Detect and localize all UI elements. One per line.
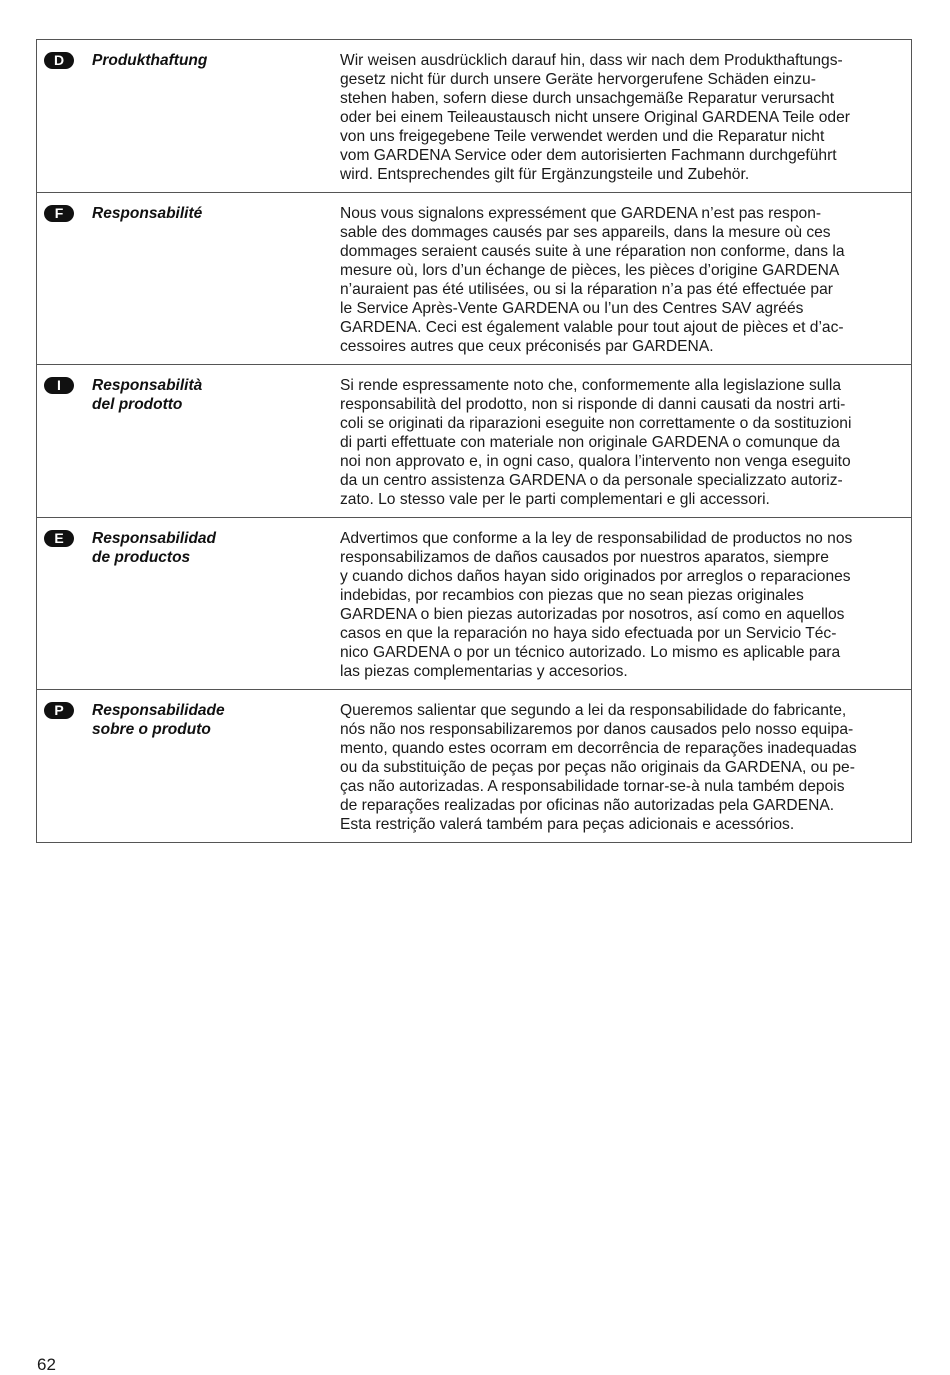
section-body-line: von uns freigegebene Teile verwendet werden und die Reparatur nicht (340, 128, 825, 145)
language-badge: E (44, 530, 74, 547)
section-heading-line: Responsabilità (92, 377, 203, 394)
section-body-line: gesetz nicht für durch unsere Geräte hervorgerufene Schäden einzu- (340, 71, 816, 88)
page-number: 62 (37, 1355, 56, 1374)
section-body-line: cessoires autres que ceux préconisés par GARDENA. (340, 338, 714, 355)
section-heading-line: Responsabilidad (92, 530, 217, 547)
section-body-line: y cuando dichos daños hayan sido originados por arreglos o reparaciones (340, 568, 851, 585)
section-row (37, 364, 911, 517)
section-heading-line: de productos (92, 549, 191, 566)
section-heading-line: del prodotto (92, 396, 183, 413)
section-heading-line: Produkthaftung (92, 52, 208, 69)
section-body-line: di parti effettuate con materiale non originale GARDENA o comunque da (340, 434, 840, 451)
section-body-line: le Service Après-Vente GARDENA ou l’un des Centres SAV agréés (340, 300, 804, 317)
section-body-line: mesure où, lors d’un échange de pièces, les pièces d’origine GARDENA (340, 262, 840, 279)
section-body-line: coli se originati da riparazioni eseguite non correttamente o da sostituzioni (340, 415, 852, 432)
section-body-line: dommages seraient causés suite à une réparation non conforme, dans la (340, 243, 845, 260)
section-body-line: mento, quando estes ocorram em decorrência de reparações inadequadas (340, 740, 857, 757)
section-body-line: GARDENA o bien piezas autorizadas por nosotros, así como en aquellos (340, 606, 845, 623)
section-label-cell (37, 51, 340, 192)
section-body-line: responsabilità del prodotto, non si risponde di danni causati da nostri arti- (340, 396, 846, 413)
language-badge: I (44, 377, 74, 394)
section-body-line: Nous vous signalons expressément que GARDENA n’est pas respon- (340, 205, 822, 222)
section-body-line: Wir weisen ausdrücklich darauf hin, dass wir nach dem Produkthaftungs- (340, 52, 843, 69)
section-body (340, 529, 911, 689)
section-body-line: n’auraient pas été utilisées, ou si la réparation n’a pas été effectuée par (340, 281, 833, 298)
section-row (37, 517, 911, 689)
section-heading (92, 376, 202, 414)
section-label-cell (37, 204, 340, 364)
section-body-line: stehen haben, sofern diese durch unsachgemäße Reparatur verursacht (340, 90, 835, 107)
section-label-cell (37, 701, 340, 842)
section-heading (92, 51, 207, 70)
section-row (37, 689, 911, 842)
section-heading (92, 204, 202, 223)
section-body-line: nico GARDENA o por un técnico autorizado. Lo mismo es aplicable para (340, 644, 841, 661)
section-heading-line: Responsabilité (92, 205, 203, 222)
section-heading (92, 529, 216, 567)
section-label-cell (37, 376, 340, 517)
section-body-line: sable des dommages causés par ses appareils, dans la mesure où ces (340, 224, 831, 241)
section-body-line: responsabilizamos de daños causados por nuestros aparatos, siempre (340, 549, 829, 566)
section-body (340, 701, 911, 842)
section-heading (92, 701, 225, 739)
section-body-line: Advertimos que conforme a la ley de responsabilidad de productos no nos (340, 530, 853, 547)
section-body-line: oder bei einem Teileaustausch nicht unsere Original GARDENA Teile oder (340, 109, 850, 126)
warranty-table (36, 39, 912, 843)
section-body-line: de reparações realizadas por oficinas não autorizadas pela GARDENA. (340, 797, 835, 814)
section-body-line: casos en que la reparación no haya sido efectuada por un Servicio Téc- (340, 625, 837, 642)
section-body (340, 204, 911, 364)
section-body-line: Si rende espressamente noto che, conformemente alla legislazione sulla (340, 377, 842, 394)
section-label-cell (37, 529, 340, 689)
section-body-line: ou da substituição de peças por peças não originais da GARDENA, ou pe- (340, 759, 855, 776)
language-badge: P (44, 702, 74, 719)
section-body-line: nós não nos responsabilizaremos por danos causados pelo nosso equipa- (340, 721, 854, 738)
section-body (340, 376, 911, 517)
section-heading-line: sobre o produto (92, 721, 211, 738)
section-row (37, 192, 911, 364)
section-body-line: noi non approvato e, in ogni caso, qualora l’intervento non venga eseguito (340, 453, 851, 470)
section-body-line: vom GARDENA Service oder dem autorisierten Fachmann durchgeführt (340, 147, 837, 164)
section-body-line: wird. Entsprechendes gilt für Ergänzungsteile und Zubehör. (340, 166, 750, 183)
section-body-line: indebidas, por recambios con piezas que no sean piezas originales (340, 587, 804, 604)
section-body-line: da un centro assistenza GARDENA o da personale specializzato autoriz- (340, 472, 843, 489)
section-row (37, 40, 911, 192)
section-body-line: GARDENA. Ceci est également valable pour tout ajout de pièces et d’ac- (340, 319, 844, 336)
language-badge: D (44, 52, 74, 69)
language-badge: F (44, 205, 74, 222)
section-body-line: Queremos salientar que segundo a lei da responsabilidade do fabricante, (340, 702, 847, 719)
section-heading-line: Responsabilidade (92, 702, 225, 719)
section-body (340, 51, 911, 192)
section-body-line: ças não autorizadas. A responsabilidade tornar-se-à nula também depois (340, 778, 845, 795)
section-body-line: zato. Lo stesso vale per le parti complementari e gli accessori. (340, 491, 770, 508)
section-body-line: las piezas complementarias y accesorios. (340, 663, 628, 680)
section-body-line: Esta restrição valerá também para peças adicionais e acessórios. (340, 816, 795, 833)
